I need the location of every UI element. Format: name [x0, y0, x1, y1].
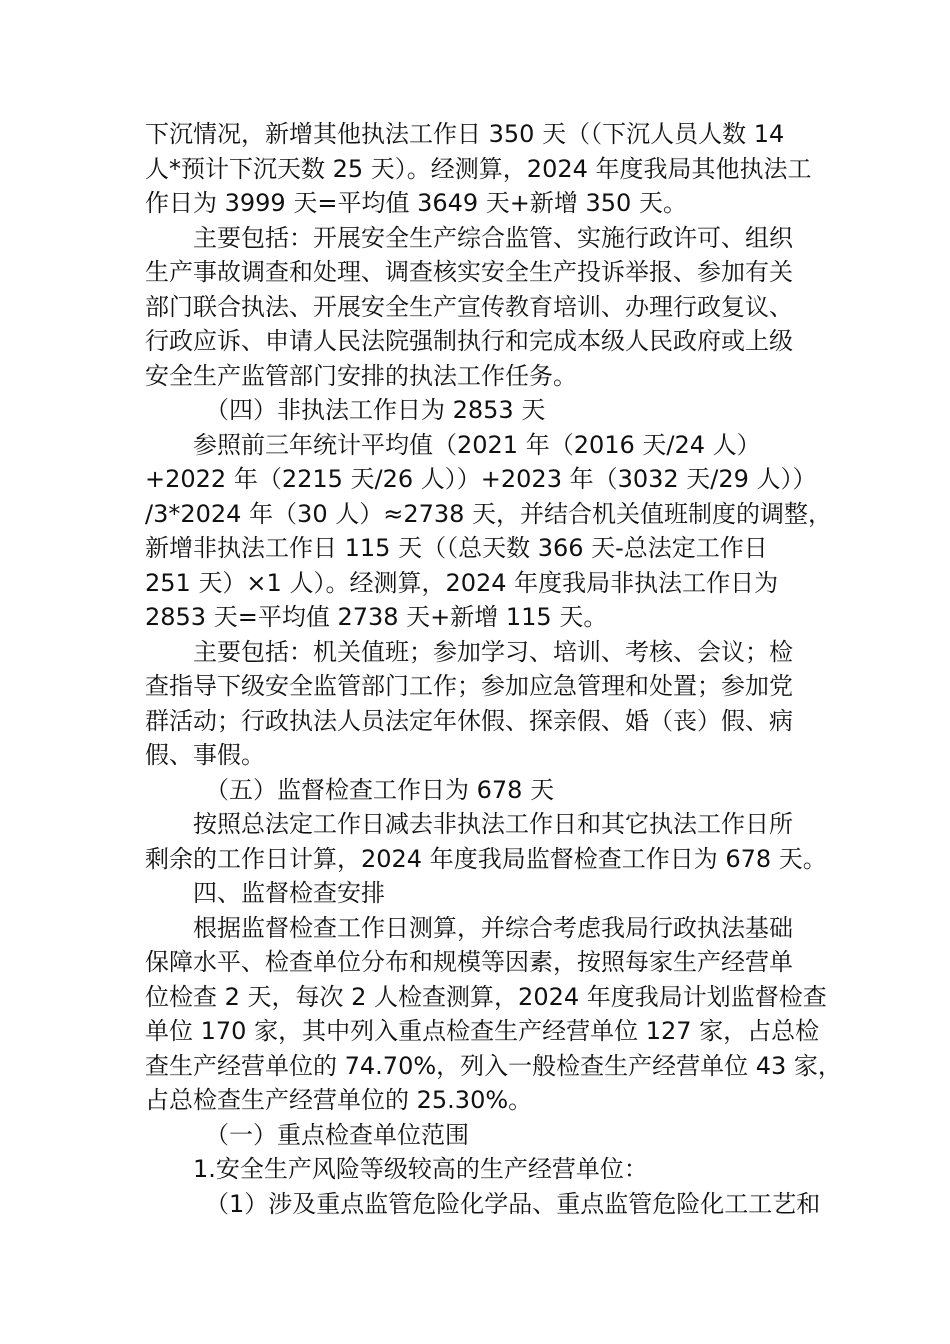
paragraph [145, 773, 807, 808]
text-line: 2853 天=平均值 2738 天+新增 115 天。 [145, 603, 608, 631]
text-line: （四）非执法工作日为 2853 天 [205, 396, 546, 424]
document-body [145, 117, 842, 1221]
paragraph [145, 117, 812, 221]
text-line: （1）涉及重点监管危险化学品、重点监管危险化工工艺和 [205, 1189, 821, 1218]
paragraph [145, 428, 833, 635]
text-line: 安全生产监管部门安排的执法工作任务。 [145, 361, 577, 390]
text-line: +2022 年（2215 天/26 人））+2023 年（3032 天/29 人）） [145, 465, 817, 493]
text-line: 位检查 2 天，每次 2 人检查测算，2024 年度我局计划监督检查 [145, 982, 827, 1011]
text-line: 1.安全生产风险等级较高的生产经营单位： [193, 1155, 648, 1183]
text-line: 剩余的工作日计算，2024 年度我局监督检查工作日为 678 天。 [145, 844, 827, 873]
text-line: 参照前三年统计平均值（2021 年（2016 天/24 人） [193, 430, 761, 459]
text-line: 新增非执法工作日 115 天（（总天数 366 天-总法定工作日 [145, 534, 768, 562]
text-line: 主要包括：机关值班；参加学习、培训、考核、会议；检 [193, 637, 793, 666]
text-line: 人*预计下沉天数 25 天）。经测算，2024 年度我局其他执法工 [145, 154, 812, 183]
text-line: 行政应诉、申请人民法院强制执行和完成本级人民政府或上级 [145, 327, 793, 355]
paragraph [145, 807, 827, 876]
text-line: 部门联合执法、开展安全生产宣传教育培训、办理行政复议、 [145, 292, 793, 321]
text-line: /3*2024 年（30 人）≈2738 天，并结合机关值班制度的调整， [145, 499, 833, 528]
text-line: 假、事假。 [145, 741, 265, 769]
paragraph [145, 1187, 821, 1222]
text-line: 下沉情况，新增其他执法工作日 350 天（（下沉人员人数 14 [145, 120, 785, 148]
text-line: 占总检查生产经营单位的 25.30%。 [145, 1086, 533, 1114]
text-line: 作日为 3999 天=平均值 3649 天+新增 350 天。 [145, 189, 687, 217]
text-line: 群活动；行政执法人员法定年休假、探亲假、婚（丧）假、病 [145, 706, 793, 735]
text-line: 根据监督检查工作日测算，并综合考虑我局行政执法基础 [193, 913, 793, 942]
text-line: 保障水平、检查单位分布和规模等因素，按照每家生产经营单 [145, 948, 793, 976]
text-line: 四、监督检查安排 [193, 879, 385, 907]
text-line: （五）监督检查工作日为 678 天 [205, 775, 555, 804]
paragraph [145, 221, 807, 394]
text-line: 251 天）×1 人）。经测算，2024 年度我局非执法工作日为 [145, 568, 779, 597]
text-line: 查生产经营单位的 74.70%，列入一般检查生产经营单位 43 家， [145, 1051, 842, 1080]
paragraph [145, 876, 807, 911]
text-line: 生产事故调查和处理、调查核实安全生产投诉举报、参加有关 [145, 258, 793, 286]
text-line: 单位 170 家，其中列入重点检查生产经营单位 127 家，占总检 [145, 1017, 820, 1045]
text-line: 按照总法定工作日减去非执法工作日和其它执法工作日所 [193, 810, 793, 838]
text-line: 查指导下级安全监管部门工作；参加应急管理和处置；参加党 [145, 672, 793, 700]
document-page [145, 117, 842, 1221]
paragraph [145, 911, 842, 1118]
paragraph [145, 635, 807, 773]
paragraph [145, 1152, 807, 1187]
text-line: 主要包括：开展安全生产综合监管、实施行政许可、组织 [193, 223, 793, 252]
text-line: （一）重点检查单位范围 [205, 1120, 469, 1149]
paragraph [145, 1118, 807, 1153]
paragraph [145, 393, 807, 428]
